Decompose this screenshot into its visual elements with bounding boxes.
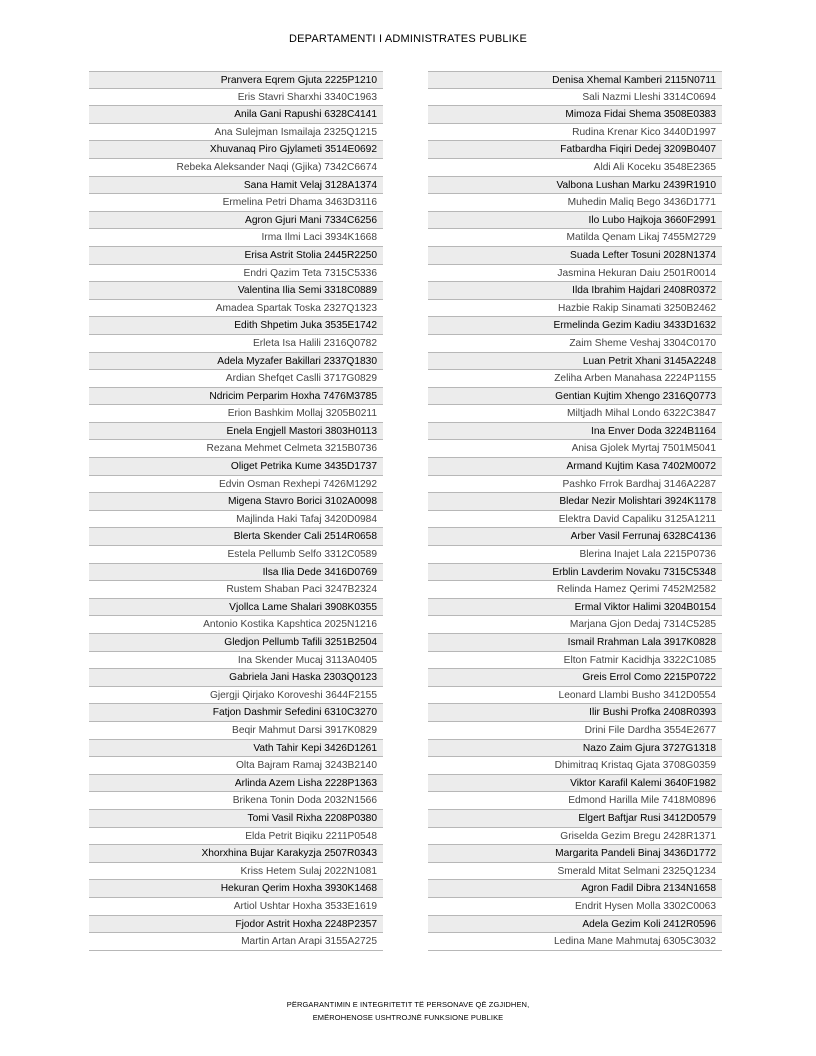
list-item: Valbona Lushan Marku 2439R1910 (428, 177, 722, 195)
list-item: Blerta Skender Cali 2514R0658 (89, 528, 383, 546)
list-item: Beqir Mahmut Darsi 3917K0829 (89, 722, 383, 740)
list-item: Olta Bajram Ramaj 3243B2140 (89, 757, 383, 775)
list-item: Ilir Bushi Profka 2408R0393 (428, 704, 722, 722)
right-name-list (428, 71, 722, 951)
list-item: Migena Stavro Borici 3102A0098 (89, 493, 383, 511)
list-item: Endrit Hysen Molla 3302C0063 (428, 898, 722, 916)
list-item: Smerald Mitat Selmani 2325Q1234 (428, 863, 722, 881)
list-item: Gjergji Qirjako Koroveshi 3644F2155 (89, 687, 383, 705)
list-item: Agron Fadil Dibra 2134N1658 (428, 880, 722, 898)
list-item: Amadea Spartak Toska 2327Q1323 (89, 300, 383, 318)
list-item: Ermelinda Gezim Kadiu 3433D1632 (428, 317, 722, 335)
list-item: Antonio Kostika Kapshtica 2025N1216 (89, 616, 383, 634)
list-item: Luan Petrit Xhani 3145A2248 (428, 353, 722, 371)
list-item: Mimoza Fidai Shema 3508E0383 (428, 106, 722, 124)
list-item: Vath Tahir Kepi 3426D1261 (89, 740, 383, 758)
list-item: Drini File Dardha 3554E2677 (428, 722, 722, 740)
list-item: Gentian Kujtim Xhengo 2316Q0773 (428, 388, 722, 406)
list-item: Ardian Shefqet Caslli 3717G0829 (89, 370, 383, 388)
list-item: Elda Petrit Biqiku 2211P0548 (89, 828, 383, 846)
list-item: Viktor Karafil Kalemi 3640F1982 (428, 775, 722, 793)
list-item: Adela Myzafer Bakillari 2337Q1830 (89, 353, 383, 371)
list-item: Aldi Ali Koceku 3548E2365 (428, 159, 722, 177)
list-item: Zeliha Arben Manahasa 2224P1155 (428, 370, 722, 388)
list-item: Matilda Qenam Likaj 7455M2729 (428, 229, 722, 247)
list-item: Gabriela Jani Haska 2303Q0123 (89, 669, 383, 687)
list-item: Edvin Osman Rexhepi 7426M1292 (89, 476, 383, 494)
list-item: Valentina Ilia Semi 3318C0889 (89, 282, 383, 300)
list-item: Eris Stavri Sharxhi 3340C1963 (89, 89, 383, 107)
list-item: Relinda Hamez Qerimi 7452M2582 (428, 581, 722, 599)
list-item: Erisa Astrit Stolia 2445R2250 (89, 247, 383, 265)
list-item: Vjollca Lame Shalari 3908K0355 (89, 599, 383, 617)
list-item: Arlinda Azem Lisha 2228P1363 (89, 775, 383, 793)
list-item: Pranvera Eqrem Gjuta 2225P1210 (89, 71, 383, 89)
list-item: Leonard Llambi Busho 3412D0554 (428, 687, 722, 705)
list-item: Greis Errol Como 2215P0722 (428, 669, 722, 687)
list-item: Erion Bashkim Mollaj 3205B0211 (89, 405, 383, 423)
list-item: Elton Fatmir Kacidhja 3322C1085 (428, 652, 722, 670)
list-item: Suada Lefter Tosuni 2028N1374 (428, 247, 722, 265)
list-item: Ismail Rrahman Lala 3917K0828 (428, 634, 722, 652)
list-item: Brikena Tonin Doda 2032N1566 (89, 792, 383, 810)
page-title: DEPARTAMENTI I ADMINISTRATES PUBLIKE (288, 33, 528, 45)
list-item: Margarita Pandeli Binaj 3436D1772 (428, 845, 722, 863)
list-item: Ermelina Petri Dhama 3463D3116 (89, 194, 383, 212)
list-item: Ina Skender Mucaj 3113A0405 (89, 652, 383, 670)
footer (0, 998, 816, 1024)
left-name-list (89, 71, 383, 951)
list-item: Griselda Gezim Bregu 2428R1371 (428, 828, 722, 846)
list-item: Majlinda Haki Tafaj 3420D0984 (89, 511, 383, 529)
footer-line-1: PËRGARANTIMIN E INTEGRITETIT TË PERSONAVE QË ZGJIDHEN, (286, 1000, 530, 1009)
list-item: Kriss Hetem Sulaj 2022N1081 (89, 863, 383, 881)
list-item: Edmond Harilla Mile 7418M0896 (428, 792, 722, 810)
footer-line-2: EMËROHENOSE USHTROJNË FUNKSIONE PUBLIKE (312, 1013, 504, 1022)
list-item: Ilo Lubo Hajkoja 3660F2991 (428, 212, 722, 230)
list-item: Fatjon Dashmir Sefedini 6310C3270 (89, 704, 383, 722)
list-item: Enela Engjell Mastori 3803H0113 (89, 423, 383, 441)
list-item: Ilda Ibrahim Hajdari 2408R0372 (428, 282, 722, 300)
list-item: Tomi Vasil Rixha 2208P0380 (89, 810, 383, 828)
list-item: Ndricim Perparim Hoxha 7476M3785 (89, 388, 383, 406)
list-item: Miltjadh Mihal Londo 6322C3847 (428, 405, 722, 423)
list-item: Elgert Baftjar Rusi 3412D0579 (428, 810, 722, 828)
list-item: Ermal Viktor Halimi 3204B0154 (428, 599, 722, 617)
list-item: Endri Qazim Teta 7315C5336 (89, 265, 383, 283)
list-item: Adela Gezim Koli 2412R0596 (428, 916, 722, 934)
list-item: Armand Kujtim Kasa 7402M0072 (428, 458, 722, 476)
list-item: Muhedin Maliq Bego 3436D1771 (428, 194, 722, 212)
list-item: Rudina Krenar Kico 3440D1997 (428, 124, 722, 142)
list-item: Hekuran Qerim Hoxha 3930K1468 (89, 880, 383, 898)
list-item: Artiol Ushtar Hoxha 3533E1619 (89, 898, 383, 916)
list-item: Sali Nazmi Lleshi 3314C0694 (428, 89, 722, 107)
list-item: Marjana Gjon Dedaj 7314C5285 (428, 616, 722, 634)
list-item: Ana Sulejman Ismailaja 2325Q1215 (89, 124, 383, 142)
list-item: Blerina Inajet Lala 2215P0736 (428, 546, 722, 564)
list-item: Dhimitraq Kristaq Gjata 3708G0359 (428, 757, 722, 775)
list-item: Xhuvanaq Piro Gjylameti 3514E0692 (89, 141, 383, 159)
list-item: Agron Gjuri Mani 7334C6256 (89, 212, 383, 230)
list-item: Rezana Mehmet Celmeta 3215B0736 (89, 440, 383, 458)
list-item: Zaim Sheme Veshaj 3304C0170 (428, 335, 722, 353)
list-item: Anisa Gjolek Myrtaj 7501M5041 (428, 440, 722, 458)
list-item: Elektra David Capaliku 3125A1211 (428, 511, 722, 529)
list-item: Martin Artan Arapi 3155A2725 (89, 933, 383, 951)
list-item: Rebeka Aleksander Naqi (Gjika) 7342C6674 (89, 159, 383, 177)
list-item: Ina Enver Doda 3224B1164 (428, 423, 722, 441)
list-item: Sana Hamit Velaj 3128A1374 (89, 177, 383, 195)
list-item: Anila Gani Rapushi 6328C4141 (89, 106, 383, 124)
list-item: Denisa Xhemal Kamberi 2115N0711 (428, 71, 722, 89)
list-item: Nazo Zaim Gjura 3727G1318 (428, 740, 722, 758)
list-item: Ledina Mane Mahmutaj 6305C3032 (428, 933, 722, 951)
list-item: Pashko Frrok Bardhaj 3146A2287 (428, 476, 722, 494)
list-item: Xhorxhina Bujar Karakyzja 2507R0343 (89, 845, 383, 863)
list-item: Estela Pellumb Selfo 3312C0589 (89, 546, 383, 564)
list-item: Hazbie Rakip Sinamati 3250B2462 (428, 300, 722, 318)
list-item: Edith Shpetim Juka 3535E1742 (89, 317, 383, 335)
list-item: Fatbardha Fiqiri Dedej 3209B0407 (428, 141, 722, 159)
list-item: Erblin Lavderim Novaku 7315C5348 (428, 564, 722, 582)
list-item: Gledjon Pellumb Tafili 3251B2504 (89, 634, 383, 652)
list-item: Oliget Petrika Kume 3435D1737 (89, 458, 383, 476)
list-item: Ilsa Ilia Dede 3416D0769 (89, 564, 383, 582)
list-item: Fjodor Astrit Hoxha 2248P2357 (89, 916, 383, 934)
list-item: Rustem Shaban Paci 3247B2324 (89, 581, 383, 599)
list-item: Irma Ilmi Laci 3934K1668 (89, 229, 383, 247)
list-item: Bledar Nezir Molishtari 3924K1178 (428, 493, 722, 511)
list-item: Jasmina Hekuran Daiu 2501R0014 (428, 265, 722, 283)
list-item: Arber Vasil Ferrunaj 6328C4136 (428, 528, 722, 546)
list-item: Erleta Isa Halili 2316Q0782 (89, 335, 383, 353)
